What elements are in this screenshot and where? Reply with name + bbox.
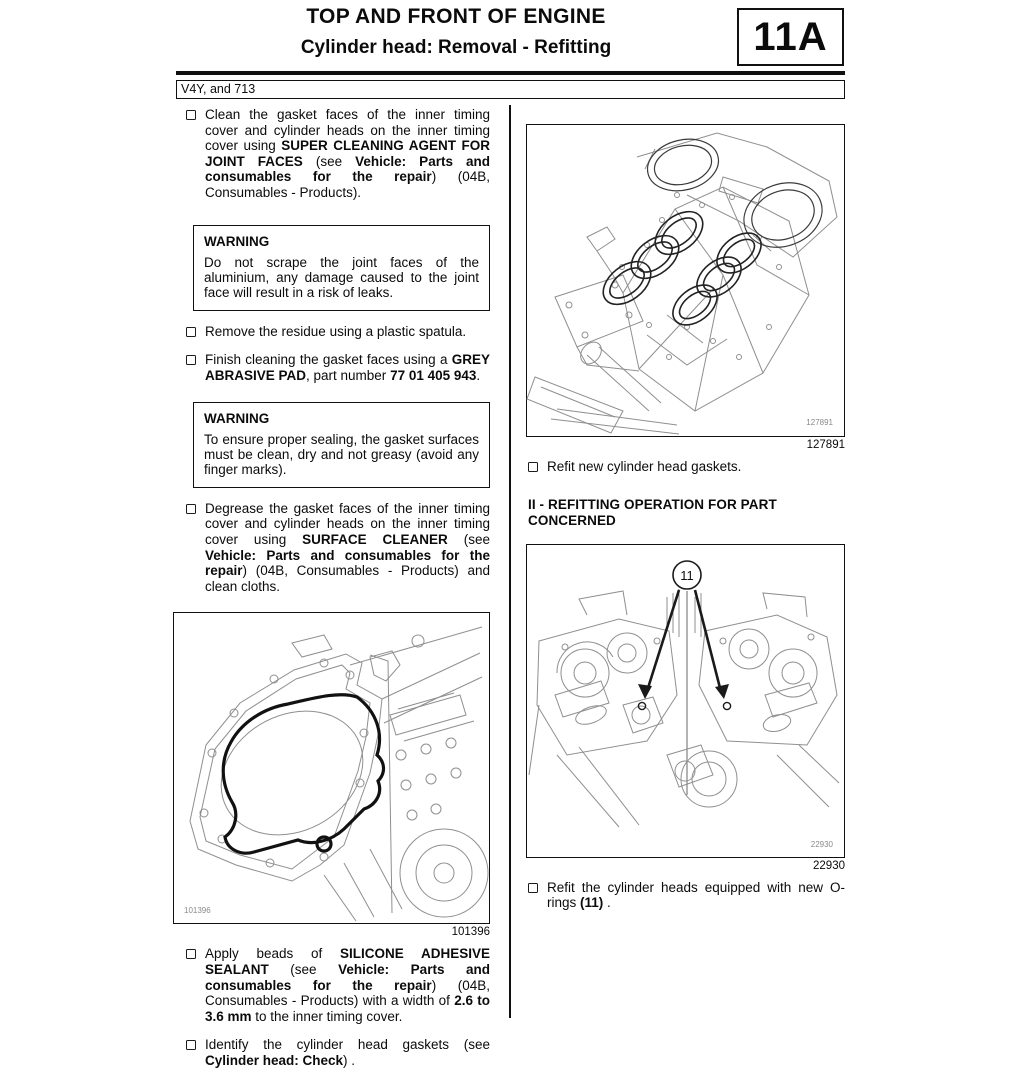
square-bullet-icon — [186, 355, 196, 365]
square-bullet-icon — [186, 949, 196, 959]
step-text: Finish cleaning the gasket faces using a GREY ABRASIVE PAD, part number 77 01 405 943. — [205, 352, 490, 383]
figure-cylinder-heads-orings — [526, 544, 845, 858]
square-bullet-icon — [528, 883, 538, 893]
step-text: Remove the residue using a plastic spatula. — [205, 323, 467, 339]
warning-title: WARNING — [204, 410, 270, 426]
section-heading: II - REFITTING OPERATION FOR PART CONCERNED — [528, 496, 777, 528]
warning-box-sealing — [193, 402, 490, 488]
right-column — [526, 105, 845, 924]
step-clean-gasket-faces — [176, 107, 490, 201]
section-code: 11A — [753, 14, 828, 59]
page-header — [176, 5, 736, 59]
sealant-bead — [223, 695, 383, 853]
model-applicability: V4Y, and 713 — [181, 82, 256, 96]
figure-caption: 127891 — [806, 439, 845, 451]
timing-cover-gasket-rings — [642, 132, 831, 258]
step-text: Clean the gasket faces of the inner timing cover and cylinder heads on the inner timing cover using SUPER CLEANING AGENT FOR JOINT FACES (see Vehicle: Parts and consumables for the repair) (04B, Consumables - Products). — [205, 107, 490, 200]
figure-timing-cover-sealant — [173, 612, 490, 924]
callout-11 — [638, 561, 731, 710]
engine-line-drawing — [527, 125, 843, 435]
engine-block-body — [587, 187, 809, 411]
figure-engine-gaskets — [526, 124, 845, 437]
cylinder-heads-line-drawing — [527, 545, 843, 856]
step-text: Degrease the gasket faces of the inner timing cover and cylinder heads on the inner timing cover using SURFACE CLEANER (see Vehicle: Parts and consumables for the repair) (04B, Consumables - Products) and clean cloths. — [205, 500, 490, 594]
page-title: TOP AND FRONT OF ENGINE — [306, 5, 606, 28]
left-cylinder-head — [529, 589, 679, 827]
step-identify-gaskets — [176, 1037, 490, 1068]
callout-number: 11 — [680, 567, 694, 583]
step-text: Refit new cylinder head gaskets. — [547, 459, 742, 474]
right-cylinder-head — [667, 593, 839, 807]
section-code-box — [737, 8, 844, 66]
square-bullet-icon — [186, 1040, 196, 1050]
step-degrease — [176, 501, 490, 595]
step-text: Refit the cylinder heads equipped with new O-rings (11) . — [547, 879, 845, 911]
step-refit-gaskets — [526, 459, 845, 475]
step-remove-residue — [176, 324, 490, 340]
step-text: Apply beads of SILICONE ADHESIVE SEALANT (see Vehicle: Parts and consumables for the repair) (04B, Consumables - Products) with a width of 2.6 to 3.6 mm to the inner timing cover. — [205, 946, 490, 1024]
figure-id-inner: 22930 — [810, 839, 833, 849]
figure-caption: 22930 — [813, 859, 845, 872]
step-apply-sealant — [176, 946, 490, 1024]
warning-body: Do not scrape the joint faces of the aluminium, any damage caused to the joint face will result in a risk of leaks. — [204, 254, 479, 301]
page-subtitle: Cylinder head: Removal - Refitting — [300, 37, 612, 58]
square-bullet-icon — [186, 504, 196, 514]
cylinder-head-gaskets — [595, 203, 768, 333]
square-bullet-icon — [186, 327, 196, 337]
column-divider — [509, 105, 511, 1018]
step-finish-cleaning — [176, 352, 490, 383]
square-bullet-icon — [186, 110, 196, 120]
step-text: Identify the cylinder head gaskets (see Cylinder head: Check) . — [205, 1037, 490, 1068]
figure-caption: 101396 — [451, 926, 490, 939]
header-rule — [176, 71, 845, 75]
o-ring-mark — [723, 702, 730, 709]
warning-box-scrape — [193, 225, 490, 311]
cover-plate-outline — [190, 654, 385, 881]
model-applicability-box — [176, 80, 845, 99]
figure-id-inner: 127891 — [806, 418, 833, 427]
callout-arrow — [715, 684, 729, 699]
warning-body: To ensure proper sealing, the gasket surfaces must be clean, dry and not greasy (avoid any finger marks). — [204, 431, 479, 478]
engine-stand — [527, 275, 679, 434]
figure-id-inner: 101396 — [184, 906, 211, 916]
warning-title: WARNING — [204, 233, 270, 249]
callout-arrow — [638, 684, 652, 699]
left-column — [176, 105, 490, 1082]
timing-cover-line-drawing — [174, 613, 488, 922]
square-bullet-icon — [528, 462, 538, 472]
step-refit-heads — [526, 880, 845, 911]
